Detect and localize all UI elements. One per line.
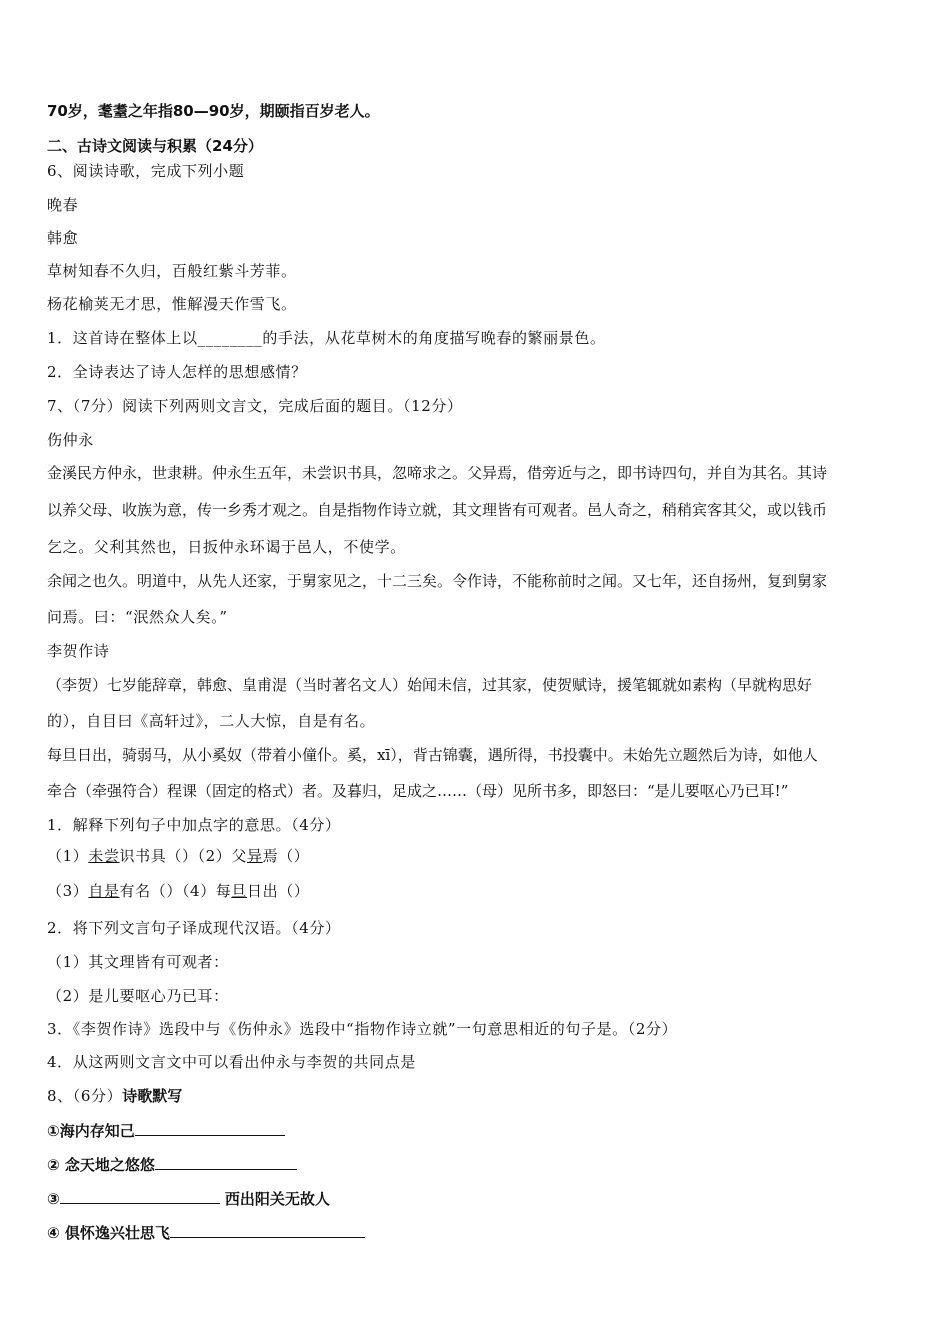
poem-line-2: 杨花榆荚无才思，惟解漫天作雪飞。 [47, 295, 297, 313]
question-7-2-b: （2）是儿要呕心乃已耳： [47, 987, 229, 1005]
question-8 [47, 1086, 182, 1106]
poem-line-1: 草树知春不久归，百般红紫斗芳菲。 [47, 262, 297, 280]
dotted-word: 未尝 [88, 847, 120, 865]
dictation-2-text: ② 念天地之悠悠 [47, 1156, 155, 1174]
text-1-paragraph-2-line-2: 问焉。曰：“泯然众人矣。” [47, 608, 228, 626]
text-1-paragraph-1-line-3: 乞之。父利其然也，日扳仲永环谒于邑人，不使学。 [47, 538, 406, 556]
text-2-paragraph-2-line-2: 牵合（牵强符合）程课（固定的格式）者。及暮归，足成之……（母）见所书多，即怒曰：“是儿要呕心乃已耳!” [47, 782, 789, 800]
answer-blank[interactable] [155, 1154, 297, 1170]
item-middle: 有名（）（4）每 [119, 882, 232, 900]
item-suffix: 焉（） [262, 847, 310, 865]
answer-blank[interactable] [170, 1222, 365, 1238]
question-8-title: 诗歌默写 [122, 1087, 183, 1105]
text-2-paragraph-1-line-1: （李贺）七岁能辞章，韩愈、皇甫湜（当时著名文人）始闻未信，过其家，使贺赋诗，援笔辄就如素构（早就构思好 [47, 676, 813, 694]
text-1-paragraph-1-line-1: 金溪民方仲永，世隶耕。仲永生五年，未尝识书具，忽啼求之。父异焉，借旁近与之，即书诗四句，并自为其名。其诗 [47, 464, 828, 482]
dotted-word: 自是 [88, 882, 120, 900]
question-8-number: 8、（6分） [47, 1087, 123, 1105]
dictation-2 [47, 1154, 297, 1175]
question-6-1: 1．这首诗在整体上以________的手法，从花草树木的角度描写晚春的繁丽景色。 [47, 329, 606, 347]
text-2-paragraph-2-line-1: 每旦日出，骑弱马，从小奚奴（带着小僮仆。奚，xī），背古锦囊，遇所得，书投囊中。未始先立题然后为诗，如他人 [47, 746, 818, 764]
answer-blank[interactable] [60, 1188, 220, 1204]
dictation-3 [47, 1188, 330, 1209]
question-7-4: 4．从这两则文言文中可以看出仲永与李贺的共同点是 [47, 1053, 416, 1071]
poem-title: 晚春 [47, 196, 79, 214]
dictation-3-number: ③ [47, 1190, 60, 1208]
dotted-word: 旦 [231, 882, 248, 900]
item-prefix: （3） [47, 882, 89, 900]
question-6-2: 2．全诗表达了诗人怎样的思想感情？ [47, 363, 307, 381]
dictation-4-text: ④ 俱怀逸兴壮思飞 [47, 1224, 170, 1242]
dictation-4 [47, 1222, 365, 1243]
section-heading: 二、古诗文阅读与积累（24分） [47, 137, 263, 155]
question-7: 7、（7分）阅读下列两则文言文，完成后面的题目。（12分） [47, 397, 463, 415]
text-2-title: 李贺作诗 [47, 642, 110, 660]
dictation-1-text: ①海内存知己 [47, 1122, 135, 1140]
poem-author: 韩愈 [47, 229, 79, 247]
item-prefix: （1） [47, 847, 89, 865]
text-2-paragraph-1-line-2: 的），自目曰《高轩过》，二人大惊，自是有名。 [47, 712, 376, 730]
text-1-paragraph-1-line-2: 以养父母、收族为意，传一乡秀才观之。自是指物作诗立就，其文理皆有可观者。邑人奇之，稍稍宾客其父，或以钱币 [47, 501, 828, 519]
question-6: 6、阅读诗歌，完成下列小题 [47, 162, 245, 180]
question-7-3: 3．《李贺作诗》选段中与《伤仲永》选段中“指物作诗立就”一句意思相近的句子是。（2分） [47, 1020, 678, 1038]
answer-blank[interactable] [135, 1120, 285, 1136]
question-7-1: 1．解释下列句子中加点字的意思。（4分） [47, 816, 341, 834]
item-suffix: 日出（） [247, 882, 310, 900]
dictation-1 [47, 1120, 285, 1141]
item-middle: 识书具（）（2）父 [119, 847, 247, 865]
question-7-2: 2．将下列文言句子译成现代汉语。（4分） [47, 919, 341, 937]
question-7-1-items-b [47, 881, 309, 901]
question-7-2-a: （1）其文理皆有可观者： [47, 953, 229, 971]
age-note-line: 70岁，耄耋之年指80—90岁，期颐指百岁老人。 [47, 102, 380, 120]
question-7-1-items-a [47, 846, 309, 866]
text-1-title: 伤仲永 [47, 431, 94, 449]
dotted-word: 异 [247, 847, 263, 865]
dictation-3-text: 西出阳关无故人 [219, 1190, 330, 1208]
text-1-paragraph-2-line-1: 余闻之也久。明道中，从先人还家，于舅家见之，十二三矣。令作诗，不能称前时之闻。又七年，还自扬州，复到舅家 [47, 572, 828, 590]
